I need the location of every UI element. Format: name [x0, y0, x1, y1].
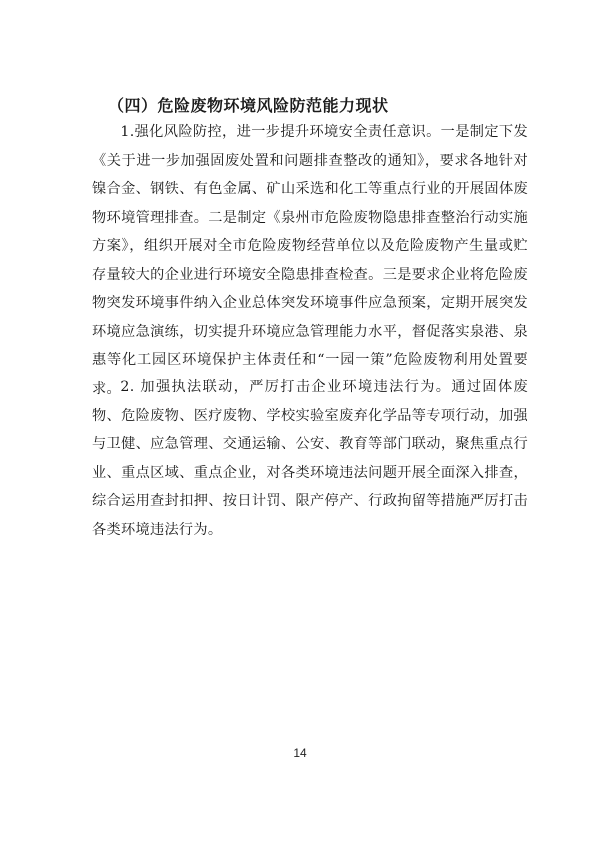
paragraph-law-enforcement: 2. 加强执法联动，严厉打击企业环境违法行为。通过固体废物、危险废物、医疗废物、学校实验室废弃化学品等专项行动，加强与卫健、应急管理、交通运输、公安、教育等部门联动，聚焦重点行业、重点区域、重点企业，对各类环境违法问题开展全面深入排查，综合运用查封扣押、按日计罚、限产停产、行政拘留等措施严厉打击各类环境违法行为。 — [92, 379, 528, 538]
section-heading: （四）危险废物环境风险防范能力现状 — [108, 96, 389, 115]
paragraph-risk-prevention: 1.强化风险防控，进一步提升环境安全责任意识。一是制定下发《关于进一步加强固废处置和问题排查整改的通知》，要求各地针对镍合金、钢铁、有色金属、矿山采选和化工等重点行业的开展固体废物环境管理排查。二是制定《泉州市危险废物隐患排查整治行动实施方案》，组织开展对全市危险废物经营单位以及危险废物产生量或贮存量较大的企业进行环境安全隐患排查检查。三是要求企业将危险废物突发环境事件纳入企业总体突发环境事件应急预案，定期开展突发环境应急演练，切实提升环境应急管理能力水平，督促落实泉港、泉惠等化工园区环境保护主体责任和“一园一策”危险废物利用处置要求。 — [92, 124, 528, 397]
page-number: 14 — [293, 746, 307, 760]
